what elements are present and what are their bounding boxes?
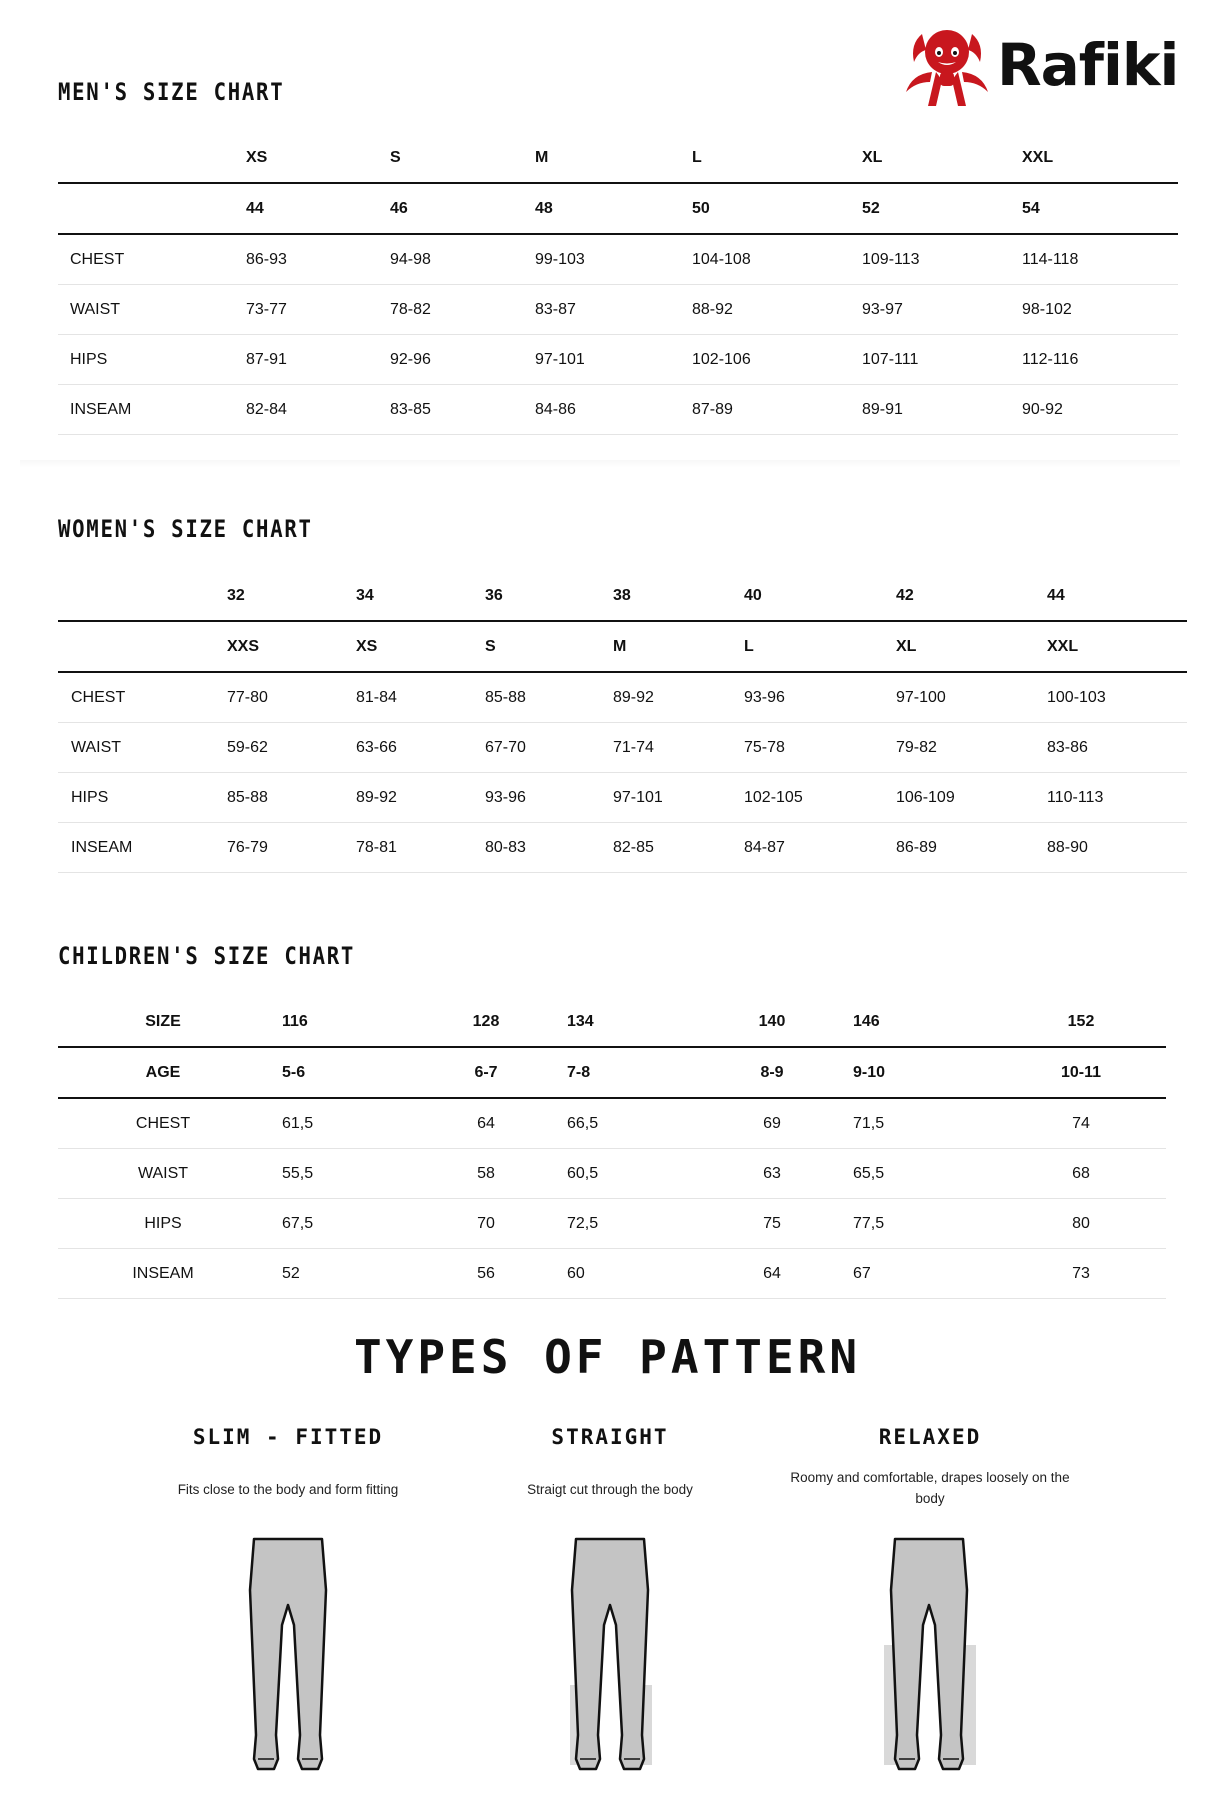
- row-label: INSEAM: [71, 839, 133, 856]
- row-label: CHEST: [135, 1115, 191, 1132]
- row-label: CHEST: [71, 689, 126, 706]
- table-cell: 77-80: [227, 689, 268, 706]
- table-row: [58, 823, 1187, 873]
- table-cell: 89-91: [862, 401, 903, 418]
- table-cell: 69: [763, 1115, 781, 1132]
- rafiki-logo[interactable]: [902, 22, 1182, 112]
- table-cell: 81-84: [356, 689, 397, 706]
- table-cell: 87-91: [246, 351, 287, 368]
- pattern-name: RELAXED: [878, 1425, 982, 1449]
- row-label: INSEAM: [132, 1265, 194, 1282]
- table-row: [58, 1099, 1166, 1149]
- table-cell: 93-97: [862, 301, 903, 318]
- table-cell: 67,5: [282, 1215, 314, 1232]
- straight-fit-pants-icon: [566, 1535, 656, 1775]
- table-cell: 102-105: [744, 789, 803, 806]
- table-header-row: [58, 622, 1187, 673]
- row-label: HIPS: [71, 789, 109, 806]
- table-cell: 83-85: [390, 401, 431, 418]
- table-cell: 66,5: [567, 1115, 599, 1132]
- table-cell: 70: [477, 1215, 495, 1232]
- header-cell: 128: [472, 1013, 500, 1030]
- table-cell: 93-96: [744, 689, 785, 706]
- brand-name: Rafiki: [997, 31, 1179, 99]
- header-cell: 10-11: [1060, 1064, 1102, 1081]
- table-cell: 61,5: [282, 1115, 314, 1132]
- table-header-row: [58, 184, 1178, 235]
- slim-fit-pants-icon: [244, 1535, 334, 1775]
- header-cell: XXL: [1022, 149, 1054, 166]
- table-cell: 84-87: [744, 839, 785, 856]
- header-cell: 40: [744, 587, 762, 604]
- table-cell: 104-108: [692, 251, 751, 268]
- table-cell: 89-92: [613, 689, 654, 706]
- table-cell: 86-93: [246, 251, 287, 268]
- womens-size-chart-title: WOMEN'S SIZE CHART: [58, 515, 313, 543]
- row-label: WAIST: [137, 1165, 189, 1182]
- table-cell: 63: [763, 1165, 781, 1182]
- table-row: [58, 723, 1187, 773]
- table-cell: 64: [763, 1265, 781, 1282]
- table-cell: 72,5: [567, 1215, 599, 1232]
- table-cell: 110-113: [1047, 789, 1104, 806]
- table-cell: 112-116: [1022, 351, 1079, 368]
- table-cell: 90-92: [1022, 401, 1063, 418]
- table-cell: 97-101: [535, 351, 585, 368]
- table-cell: 83-87: [535, 301, 576, 318]
- header-cell: L: [692, 149, 702, 166]
- table-cell: 74: [1072, 1115, 1090, 1132]
- row-label: WAIST: [71, 739, 122, 756]
- childrens-size-table: [58, 997, 1166, 1299]
- table-cell: 82-85: [613, 839, 654, 856]
- table-cell: 67-70: [485, 739, 526, 756]
- header-cell: 46: [390, 200, 408, 217]
- table-cell: 77,5: [853, 1215, 885, 1232]
- row-label: WAIST: [70, 301, 121, 318]
- table-cell: 80-83: [485, 839, 526, 856]
- pattern-description: Roomy and comfortable, drapes loosely on the body: [790, 1470, 1070, 1506]
- table-cell: 99-103: [535, 251, 585, 268]
- table-header-row: [58, 1048, 1166, 1099]
- table-cell: 56: [477, 1265, 495, 1282]
- table-cell: 76-79: [227, 839, 268, 856]
- mens-size-table: [58, 133, 1178, 435]
- childrens-size-chart-title: CHILDREN'S SIZE CHART: [58, 942, 356, 970]
- table-cell: 79-82: [896, 739, 937, 756]
- row-label: HIPS: [70, 351, 108, 368]
- header-cell: XL: [862, 149, 883, 166]
- table-cell: 58: [477, 1165, 495, 1182]
- table-cell: 97-100: [896, 689, 946, 706]
- header-cell: 44: [1047, 587, 1065, 604]
- monkey-logo-icon: [902, 22, 992, 112]
- table-cell: 89-92: [356, 789, 397, 806]
- table-cell: 71,5: [853, 1115, 885, 1132]
- table-cell: 97-101: [613, 789, 663, 806]
- table-row: [58, 1249, 1166, 1299]
- section-divider: [20, 460, 1180, 468]
- table-cell: 65,5: [853, 1165, 885, 1182]
- table-cell: 78-81: [356, 839, 397, 856]
- row-label: HIPS: [144, 1215, 182, 1232]
- table-cell: 106-109: [896, 789, 955, 806]
- header-cell: 7-8: [567, 1064, 591, 1081]
- header-cell: 42: [896, 587, 914, 604]
- relaxed-fit-pants-icon: [882, 1535, 978, 1775]
- pattern-name: SLIM - FITTED: [192, 1425, 384, 1449]
- header-cell: 134: [567, 1013, 594, 1030]
- table-cell: 78-82: [390, 301, 431, 318]
- size-header-label: SIZE: [145, 1013, 181, 1030]
- table-cell: 88-92: [692, 301, 733, 318]
- row-label: CHEST: [70, 251, 125, 268]
- table-cell: 102-106: [692, 351, 751, 368]
- table-cell: 82-84: [246, 401, 287, 418]
- table-cell: 85-88: [227, 789, 268, 806]
- pattern-description: Fits close to the body and form fitting: [177, 1482, 399, 1497]
- table-cell: 87-89: [692, 401, 733, 418]
- mens-size-chart-title: MEN'S SIZE CHART: [58, 78, 285, 106]
- table-row: [58, 385, 1178, 435]
- table-cell: 63-66: [356, 739, 397, 756]
- table-cell: 75-78: [744, 739, 785, 756]
- table-row: [58, 335, 1178, 385]
- table-header-row: [58, 133, 1178, 184]
- age-header-label: AGE: [145, 1064, 181, 1081]
- table-row: [58, 673, 1187, 723]
- header-cell: 6-7: [474, 1064, 498, 1081]
- header-cell: 9-10: [853, 1064, 886, 1081]
- pattern-relaxed: [780, 1425, 1080, 1795]
- pattern-straight: [460, 1425, 760, 1795]
- table-cell: 68: [1072, 1165, 1090, 1182]
- table-cell: 52: [282, 1265, 300, 1282]
- header-cell: 8-9: [760, 1064, 784, 1081]
- pattern-name: STRAIGHT: [551, 1425, 669, 1449]
- header-cell: 36: [485, 587, 503, 604]
- table-cell: 60,5: [567, 1165, 599, 1182]
- table-cell: 114-118: [1022, 251, 1079, 268]
- table-row: [58, 1149, 1166, 1199]
- header-cell: 48: [535, 200, 553, 217]
- table-cell: 92-96: [390, 351, 431, 368]
- header-cell: XS: [356, 638, 378, 655]
- table-header-row: [58, 997, 1166, 1048]
- table-cell: 83-86: [1047, 739, 1088, 756]
- table-cell: 94-98: [390, 251, 431, 268]
- types-of-pattern-title: TYPES OF PATTERN: [353, 1330, 862, 1384]
- header-cell: 34: [356, 587, 374, 604]
- header-cell: 146: [853, 1013, 880, 1030]
- header-cell: M: [613, 638, 627, 655]
- table-cell: 107-111: [862, 351, 919, 368]
- table-cell: 73-77: [246, 301, 287, 318]
- table-cell: 86-89: [896, 839, 937, 856]
- header-cell: 32: [227, 587, 245, 604]
- header-cell: 54: [1022, 200, 1040, 217]
- table-cell: 109-113: [862, 251, 920, 268]
- table-cell: 55,5: [282, 1165, 314, 1182]
- header-cell: XS: [246, 149, 268, 166]
- header-cell: 50: [692, 200, 710, 217]
- table-cell: 60: [567, 1265, 585, 1282]
- table-cell: 64: [477, 1115, 495, 1132]
- table-cell: 73: [1072, 1265, 1090, 1282]
- header-cell: 140: [758, 1013, 786, 1030]
- header-cell: 116: [282, 1013, 308, 1030]
- header-cell: XXL: [1047, 638, 1079, 655]
- pattern-slim-fitted: [138, 1425, 438, 1795]
- row-label: INSEAM: [70, 401, 132, 418]
- header-cell: M: [535, 149, 549, 166]
- header-cell: XL: [896, 638, 917, 655]
- table-cell: 71-74: [613, 739, 654, 756]
- table-cell: 98-102: [1022, 301, 1072, 318]
- header-cell: 44: [246, 200, 264, 217]
- table-cell: 80: [1072, 1215, 1090, 1232]
- header-cell: S: [485, 638, 496, 655]
- header-cell: 52: [862, 200, 880, 217]
- table-row: [58, 285, 1178, 335]
- header-cell: 38: [613, 587, 631, 604]
- table-cell: 100-103: [1047, 689, 1106, 706]
- header-cell: L: [744, 638, 754, 655]
- womens-size-table: [58, 571, 1187, 873]
- table-header-row: [58, 571, 1187, 622]
- table-cell: 88-90: [1047, 839, 1088, 856]
- table-cell: 67: [853, 1265, 871, 1282]
- table-cell: 93-96: [485, 789, 526, 806]
- table-row: [58, 235, 1178, 285]
- header-cell: 152: [1067, 1013, 1095, 1030]
- table-cell: 85-88: [485, 689, 526, 706]
- header-cell: S: [390, 149, 401, 166]
- header-cell: XXS: [227, 638, 260, 655]
- pattern-description: Straigt cut through the body: [527, 1482, 693, 1497]
- table-row: [58, 1199, 1166, 1249]
- table-cell: 59-62: [227, 739, 268, 756]
- table-cell: 75: [763, 1215, 781, 1232]
- table-row: [58, 773, 1187, 823]
- header-cell: 5-6: [282, 1064, 306, 1081]
- table-cell: 84-86: [535, 401, 576, 418]
